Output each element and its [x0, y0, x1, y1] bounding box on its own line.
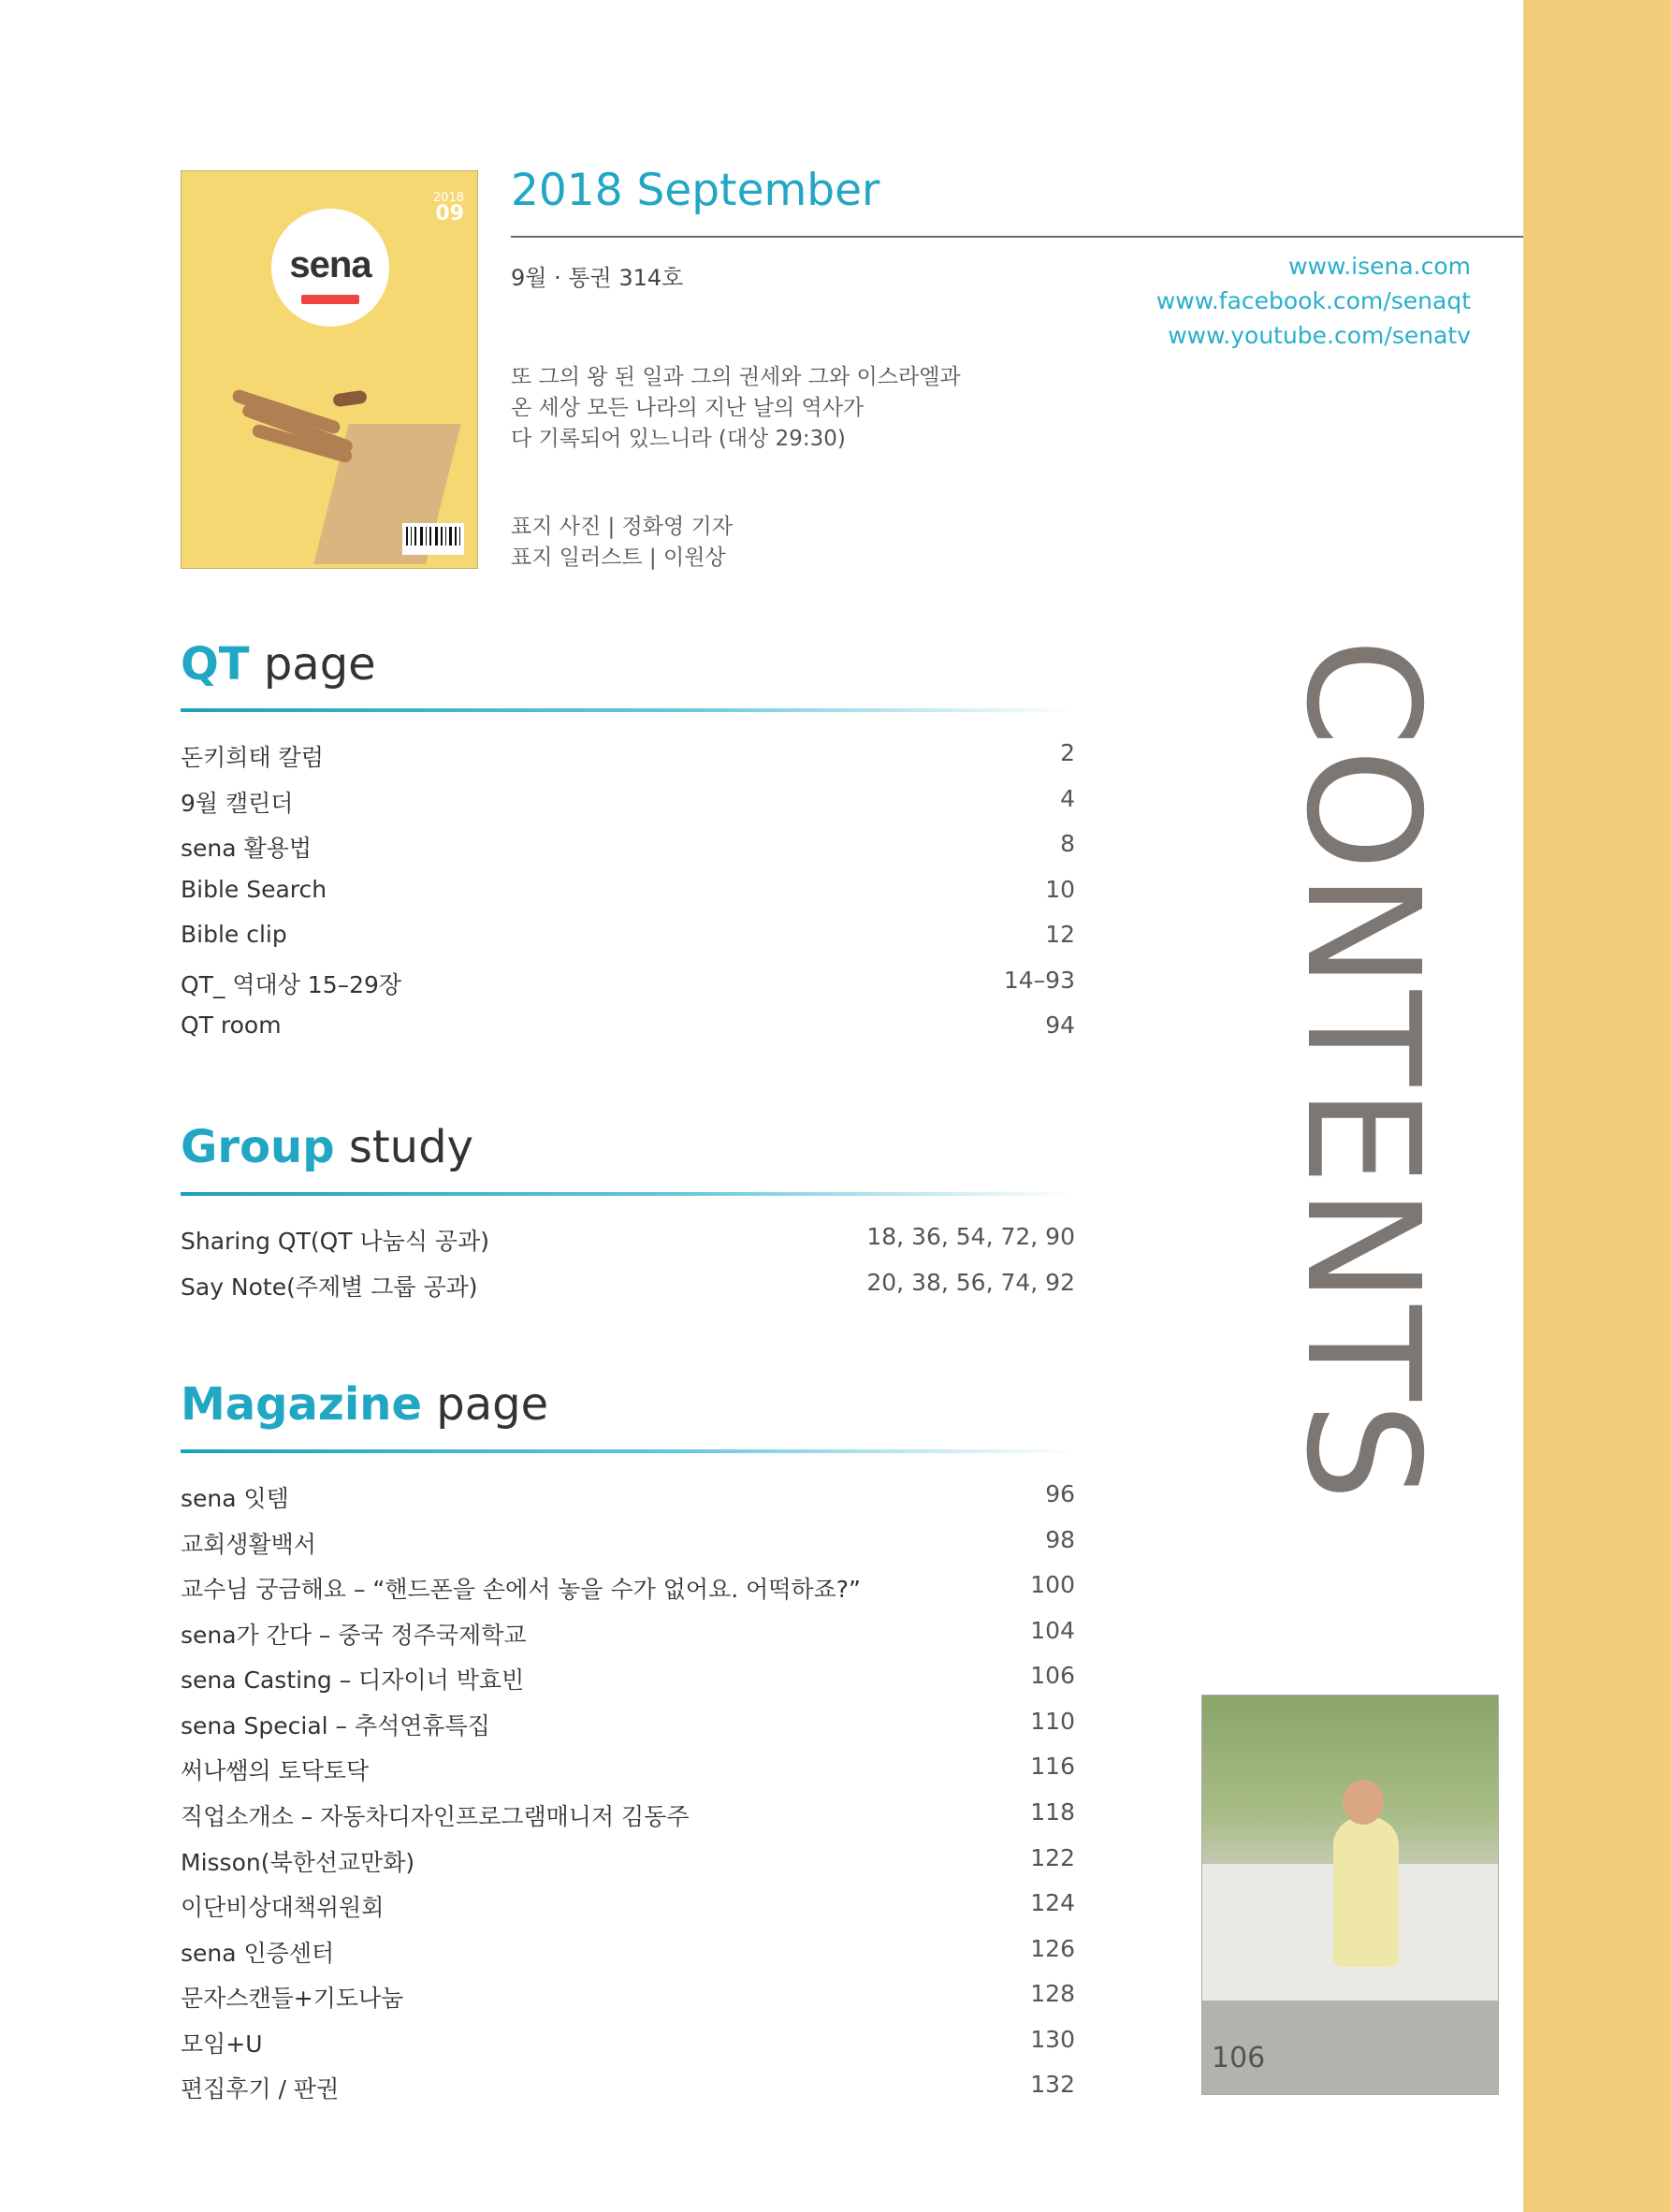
toc-item[interactable]: 교수님 궁금해요 – “핸드폰을 손에서 놓을 수가 없어요. 어떡하죠?” 100 — [181, 1571, 1075, 1603]
toc-item[interactable]: sena Casting – 디자이너 박효빈 106 — [181, 1662, 1075, 1694]
toc-item[interactable]: Say Note(주제별 그룹 공과) 20, 38, 56, 74, 92 — [181, 1269, 1075, 1301]
issue-title: 2018 September — [511, 165, 880, 216]
section-rule — [181, 708, 1075, 712]
toc-item[interactable]: Sharing QT(QT 나눔식 공과) 18, 36, 54, 72, 90 — [181, 1223, 1075, 1255]
section-rule — [181, 1192, 1075, 1196]
toc-item[interactable]: Bible clip 12 — [181, 921, 1075, 948]
toc-item[interactable]: sena Special – 추석연휴특집 110 — [181, 1708, 1075, 1739]
header-divider — [511, 236, 1523, 238]
toc-item[interactable]: 문자스캔들+기도나눔 128 — [181, 1980, 1075, 2012]
link-facebook[interactable]: www.facebook.com/senaqt — [1155, 287, 1471, 314]
toc-item[interactable]: 교회생활백서 98 — [181, 1526, 1075, 1558]
toc-item[interactable]: sena 잇템 96 — [181, 1480, 1075, 1512]
toc-item[interactable]: 편집후기 / 판권 132 — [181, 2071, 1075, 2103]
toc-item[interactable]: 이단비상대책위원회 124 — [181, 1889, 1075, 1921]
feature-photo[interactable] — [1201, 1695, 1499, 2095]
toc-item[interactable]: 모임+U 130 — [181, 2026, 1075, 2058]
cover-credits: 표지 사진 | 정화영 기자 표지 일러스트 | 이원상 — [511, 515, 733, 570]
cover-image — [181, 170, 478, 569]
toc-item[interactable]: 직업소개소 – 자동차디자인프로그램매니저 김동주 118 — [181, 1798, 1075, 1830]
toc-item[interactable]: sena 인증센터 126 — [181, 1935, 1075, 1967]
toc-item[interactable]: QT room 94 — [181, 1011, 1075, 1039]
toc-item[interactable]: 9월 캘린더 4 — [181, 785, 1075, 817]
cover-barcode — [402, 523, 464, 555]
toc-item[interactable]: Misson(북한선교만화) 122 — [181, 1844, 1075, 1876]
toc-item[interactable]: 써나쌤의 토닥토닥 116 — [181, 1753, 1075, 1784]
toc-item[interactable]: Bible Search 10 — [181, 876, 1075, 903]
issue-number: 9월 · 통권 314호 — [511, 265, 684, 291]
toc-item[interactable]: sena가 간다 – 중국 정주국제학교 104 — [181, 1617, 1075, 1649]
section-rule — [181, 1449, 1075, 1453]
section-heading-magazine: Magazine page — [181, 1378, 549, 1431]
photo-page-label: 106 — [1212, 2042, 1266, 2074]
cover-logo: sena — [271, 209, 389, 327]
contents-vertical-title: CONTENTS — [1271, 638, 1452, 1503]
section-heading-group: Group study — [181, 1121, 473, 1173]
toc-item[interactable]: 돈키희태 칼럼 2 — [181, 739, 1075, 771]
link-website[interactable]: www.isena.com — [1288, 253, 1471, 280]
bible-verse: 또 그의 왕 된 일과 그의 권세와 그와 이스라엘과 온 세상 모든 나라의 지난 날의 역사가 다 기록되어 있느니라 (대상 29:30) — [511, 365, 961, 451]
toc-item[interactable]: sena 활용법 8 — [181, 830, 1075, 862]
cover-date: 2018 09 — [432, 191, 464, 226]
link-youtube[interactable]: www.youtube.com/senatv — [1168, 322, 1471, 349]
web-links — [1156, 249, 1471, 353]
side-color-band — [1523, 0, 1671, 2212]
toc-item[interactable]: QT_ 역대상 15–29장 14–93 — [181, 967, 1075, 998]
section-heading-qt: QT page — [181, 638, 376, 691]
